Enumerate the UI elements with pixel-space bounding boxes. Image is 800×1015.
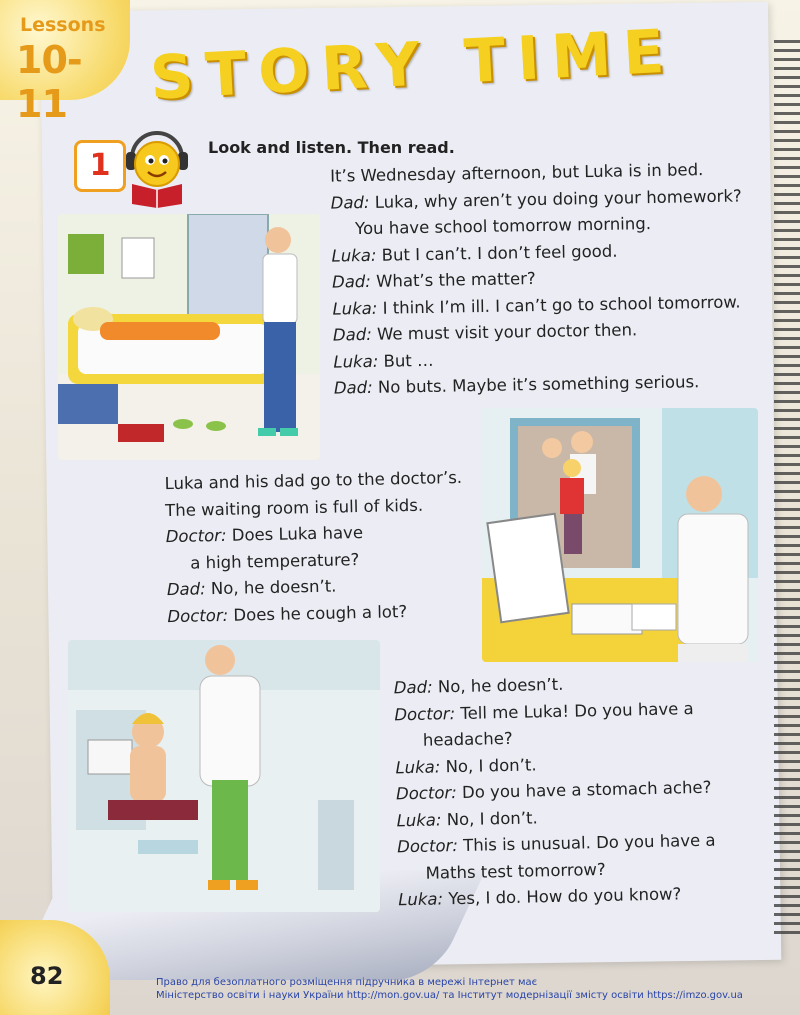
listen-and-read-icon <box>122 124 192 208</box>
story-scene-2 <box>164 465 465 630</box>
story-line: Maths test tomorrow? <box>425 859 606 883</box>
story-line: Dad: Luka, why aren’t you doing your homework? <box>330 185 742 213</box>
story-line: Dad: No buts. Maybe it’s something serious. <box>333 372 700 398</box>
story-line: The waiting room is full of kids. <box>164 495 424 520</box>
illustration-doctor-office <box>482 408 758 662</box>
story-line: Dad: No, he doesn’t. <box>166 576 337 600</box>
exercise-instruction: Look and listen. Then read. <box>208 138 455 157</box>
story-line: Doctor: Do you have a stomach ache? <box>395 777 712 804</box>
story-line: a high temperature? <box>190 549 360 573</box>
footer-line: Право для безоплатного розміщення підручника в мережі Інтернет має <box>156 977 538 988</box>
lesson-badge <box>0 0 130 126</box>
lesson-number: 10-11 <box>16 38 82 126</box>
page-title: STORY TIME <box>148 16 678 114</box>
story-line: Doctor: Tell me Luka! Do you have a <box>394 698 694 724</box>
story-line: Luka: But I can’t. I don’t feel good. <box>331 241 618 266</box>
story-line: Luka: I think I’m ill. I can’t go to school tomorrow. <box>332 291 741 319</box>
story-line: Luka and his dad go to the doctor’s. <box>164 467 463 494</box>
story-scene-1 <box>330 156 745 402</box>
footer-line: Міністерство освіти і науки України http://mon.gov.ua/ та Інститут модернізації змісту освіти https://imzo.gov.ua <box>156 990 743 1001</box>
page-number: 82 <box>30 962 64 990</box>
story-line: You have school tomorrow morning. <box>354 214 652 239</box>
illustration-luka-in-bed <box>58 214 320 460</box>
story-line: Dad: What’s the matter? <box>331 269 536 292</box>
story-line: Luka: Yes, I do. How do you know? <box>398 884 682 910</box>
story-line: Doctor: Does he cough a lot? <box>167 601 408 626</box>
notebook-spiral <box>774 40 800 940</box>
copyright-footer <box>156 976 743 1002</box>
illustration-doctor-examining <box>68 640 380 912</box>
story-line: Dad: We must visit your doctor then. <box>332 320 638 345</box>
exercise-number: 1 <box>74 140 126 192</box>
story-line: Luka: No, I don’t. <box>395 754 537 777</box>
story-line: It’s Wednesday afternoon, but Luka is in bed. <box>330 160 704 186</box>
story-line: Dad: No, he doesn’t. <box>393 674 564 698</box>
story-scene-3 <box>394 669 717 914</box>
story-line: Doctor: This is unusual. Do you have a <box>396 830 716 857</box>
story-line: Luka: No, I don’t. <box>396 807 538 830</box>
lesson-label: Lessons <box>20 14 106 36</box>
story-line: Luka: But … <box>333 350 434 372</box>
story-line: Doctor: Does Luka have <box>165 522 364 547</box>
story-line: headache? <box>422 728 513 750</box>
